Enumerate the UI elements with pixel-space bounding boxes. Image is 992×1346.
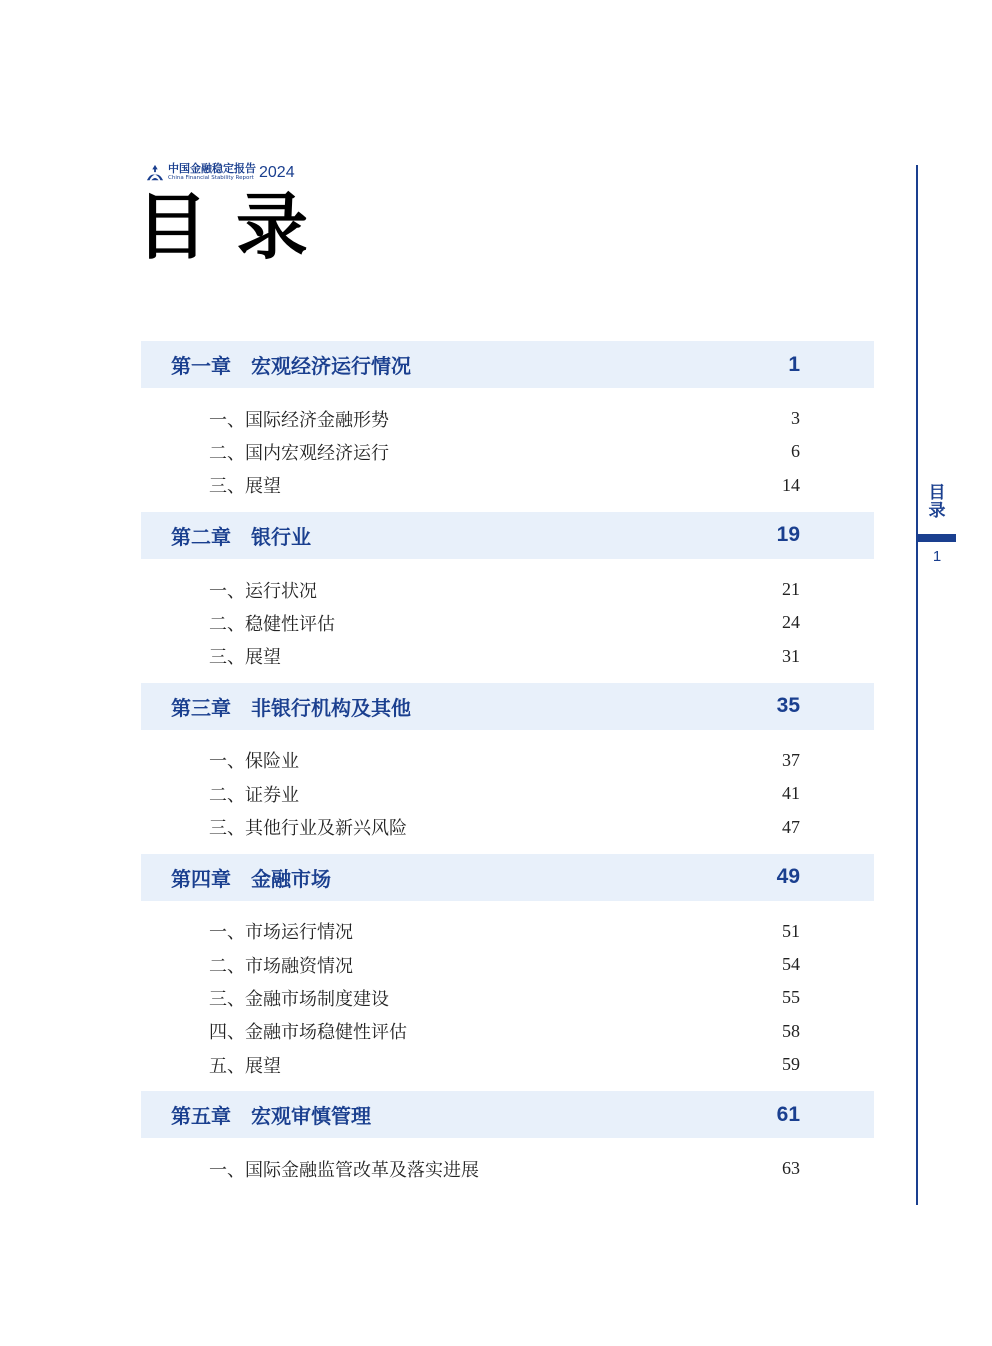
section-page-number: 47: [782, 816, 800, 837]
chapter-title: 第五章 宏观审慎管理: [171, 1104, 371, 1129]
section-title: 三、展望: [209, 647, 281, 669]
section-title: 一、保险业: [209, 751, 299, 773]
toc-section[interactable]: [141, 810, 874, 843]
section-page-number: 24: [782, 612, 800, 633]
toc-chapter[interactable]: [141, 683, 874, 730]
toc-section[interactable]: [141, 777, 874, 810]
chapter-page-number: 35: [776, 694, 800, 718]
toc-chapter[interactable]: [141, 1091, 874, 1138]
section-title: 一、市场运行情况: [209, 922, 353, 944]
section-title: 二、证券业: [209, 784, 299, 806]
section-page-number: 63: [782, 1158, 800, 1179]
toc-section[interactable]: [141, 606, 874, 639]
section-page-number: 59: [782, 1054, 800, 1074]
page-title: 目录: [136, 185, 337, 269]
chapter-page-number: 49: [776, 865, 800, 889]
section-page-number: 21: [782, 579, 800, 600]
section-title: 三、其他行业及新兴风险: [209, 818, 407, 840]
chapter-sections: [141, 730, 874, 854]
toc-chapter[interactable]: [141, 512, 874, 559]
section-page-number: 51: [782, 920, 800, 941]
toc-section[interactable]: [141, 435, 874, 468]
section-title: 一、国际金融监管改革及落实进展: [209, 1159, 479, 1181]
chapter-title: 第四章 金融市场: [171, 866, 331, 891]
side-divider: [916, 165, 918, 1205]
toc-section[interactable]: [141, 948, 874, 981]
section-page-number: 54: [782, 954, 800, 975]
section-page-number: 14: [782, 474, 800, 495]
report-logo: [146, 163, 295, 183]
side-marker: [917, 534, 956, 542]
toc-section[interactable]: [141, 915, 874, 948]
report-title-en: China Financial Stability Report: [168, 175, 254, 181]
pboc-logo-icon: [146, 163, 164, 183]
section-title: 三、金融市场制度建设: [209, 988, 389, 1010]
toc-section[interactable]: [141, 1048, 874, 1081]
section-page-number: 41: [782, 783, 800, 804]
section-page-number: 6: [791, 441, 800, 462]
toc-chapter[interactable]: [141, 854, 874, 901]
chapter-title: 第二章 银行业: [171, 524, 311, 549]
section-page-number: 3: [791, 408, 800, 429]
chapter-page-number: 61: [776, 1102, 800, 1126]
chapter-page-number: 1: [788, 352, 800, 376]
section-title: 一、运行状况: [209, 580, 317, 602]
toc-section[interactable]: [141, 1015, 874, 1048]
toc-section[interactable]: [141, 469, 874, 502]
chapter-title: 第一章 宏观经济运行情况: [171, 354, 411, 378]
table-of-contents: [141, 341, 874, 1195]
section-title: 二、稳健性评估: [209, 613, 335, 635]
section-title: 三、展望: [209, 476, 281, 498]
section-page-number: 31: [782, 645, 800, 666]
chapter-sections: [141, 901, 874, 1091]
section-title: 一、国际经济金融形势: [209, 409, 389, 431]
chapter-sections: [141, 1138, 874, 1195]
chapter-title: 第三章 非银行机构及其他: [171, 695, 411, 720]
toc-section[interactable]: [141, 639, 874, 672]
section-title: 五、展望: [209, 1055, 281, 1077]
toc-section[interactable]: [141, 402, 874, 435]
toc-section[interactable]: [141, 1152, 874, 1185]
chapter-sections: [141, 388, 874, 512]
report-year: 2024: [259, 164, 295, 181]
toc-section[interactable]: [141, 573, 874, 606]
section-page-number: 58: [782, 1020, 800, 1041]
side-section-label: 目录: [928, 483, 946, 521]
page-number: 1: [932, 548, 942, 565]
section-title: 四、金融市场稳健性评估: [209, 1022, 407, 1044]
section-page-number: 55: [782, 987, 800, 1008]
section-title: 二、市场融资情况: [209, 955, 353, 977]
toc-section[interactable]: [141, 981, 874, 1014]
chapter-page-number: 19: [776, 523, 800, 547]
toc-chapter[interactable]: [141, 341, 874, 388]
section-title: 二、国内宏观经济运行: [209, 442, 389, 464]
report-title-cn: 中国金融稳定报告: [168, 162, 256, 175]
section-page-number: 37: [782, 749, 800, 770]
chapter-sections: [141, 559, 874, 683]
toc-section[interactable]: [141, 744, 874, 777]
